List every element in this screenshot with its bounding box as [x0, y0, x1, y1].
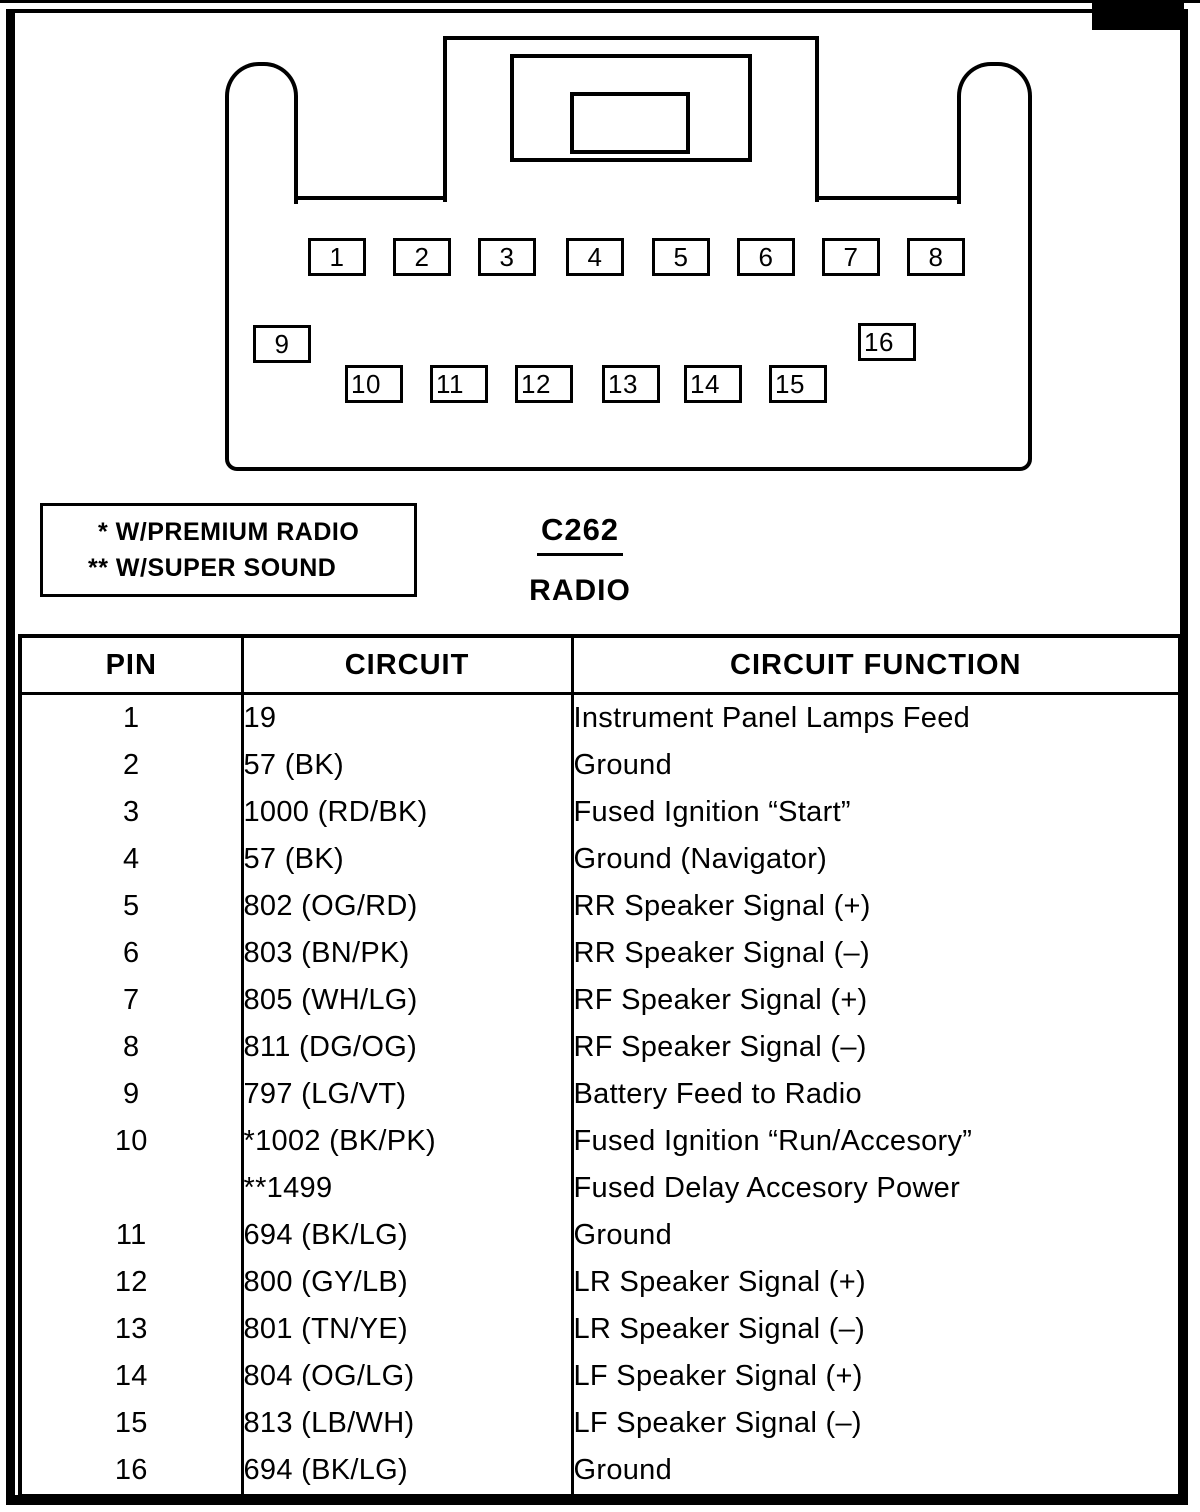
pin-box-7: 7: [822, 238, 880, 276]
pin-box-3: 3: [478, 238, 536, 276]
connector-id-text: C262: [537, 512, 623, 556]
circuit-cell: 802 (OG/RD): [242, 883, 572, 930]
pin-cell: 12: [114, 1266, 148, 1298]
pin-cell: 10: [114, 1125, 148, 1157]
circuit-cell: 811 (DG/OG): [242, 1024, 572, 1071]
pin-cell: 16: [114, 1454, 148, 1486]
pin-box-14: 14: [684, 365, 742, 403]
col-header-circuit-function: CIRCUIT FUNCTION: [572, 636, 1180, 694]
circuit-cell: 57 (BK): [242, 836, 572, 883]
pin-cell: 5: [123, 890, 140, 922]
pin-cell: 11: [115, 1219, 147, 1251]
circuit-function-cell: Battery Feed to Radio: [572, 1071, 1180, 1118]
circuit-function-cell: LR Speaker Signal (+): [572, 1259, 1180, 1306]
legend-premium-radio: * W/PREMIUM RADIO: [98, 517, 360, 546]
circuit-cell: 694 (BK/LG): [242, 1447, 572, 1496]
pin-box-9: 9: [253, 325, 311, 363]
legend-super-sound: ** W/SUPER SOUND: [88, 553, 337, 582]
circuit-cell: 803 (BN/PK): [242, 930, 572, 977]
pin-box-2: 2: [393, 238, 451, 276]
pin-cell: 8: [123, 1031, 140, 1063]
pin-box-11: 11: [430, 365, 488, 403]
pin-box-15: 15: [769, 365, 827, 403]
circuit-function-cell: Fused Ignition “Start”: [572, 789, 1180, 836]
circuit-cell: 1000 (RD/BK): [242, 789, 572, 836]
circuit-function-cell: Ground: [572, 742, 1180, 789]
circuit-function-cell: LF Speaker Signal (+): [572, 1353, 1180, 1400]
circuit-function-cell: Instrument Panel Lamps Feed: [572, 694, 1180, 743]
pin-cell: 15: [114, 1407, 148, 1439]
pin-cell: 1: [123, 702, 140, 734]
pin-cell: 6: [123, 937, 140, 969]
circuit-cell: 57 (BK): [242, 742, 572, 789]
pin-cell: 14: [114, 1360, 148, 1392]
pin-box-8: 8: [907, 238, 965, 276]
circuit-cell: 805 (WH/LG): [242, 977, 572, 1024]
circuit-cell: *1002 (BK/PK): [242, 1118, 572, 1165]
circuit-cell: 804 (OG/LG): [242, 1353, 572, 1400]
pin-box-12: 12: [515, 365, 573, 403]
pin-box-10: 10: [345, 365, 403, 403]
circuit-cell: 813 (LB/WH): [242, 1400, 572, 1447]
col-header-circuit: CIRCUIT: [242, 636, 572, 694]
circuit-function-cell: RF Speaker Signal (–): [572, 1024, 1180, 1071]
circuit-function-cell: Ground (Navigator): [572, 836, 1180, 883]
pin-box-13: 13: [602, 365, 660, 403]
circuit-function-cell: RR Speaker Signal (–): [572, 930, 1180, 977]
pin-box-1: 1: [308, 238, 366, 276]
connector-name-label: RADIO: [529, 574, 631, 607]
circuit-cell: **1499: [242, 1165, 572, 1212]
pin-cell: 2: [123, 749, 140, 781]
circuit-cell: 694 (BK/LG): [242, 1212, 572, 1259]
circuit-function-cell: Fused Ignition “Run/Accesory”: [572, 1118, 1180, 1165]
pin-cell: 13: [114, 1313, 148, 1345]
pin-box-16: 16: [858, 323, 916, 361]
circuit-function-cell: Ground: [572, 1447, 1180, 1496]
pin-cell: 4: [123, 843, 140, 875]
circuit-function-cell: Ground: [572, 1212, 1180, 1259]
circuit-function-cell: RF Speaker Signal (+): [572, 977, 1180, 1024]
circuit-cell: 801 (TN/YE): [242, 1306, 572, 1353]
circuit-function-cell: Fused Delay Accesory Power: [572, 1165, 1180, 1212]
pin-box-5: 5: [652, 238, 710, 276]
col-header-pin: PIN: [20, 636, 242, 694]
circuit-function-cell: RR Speaker Signal (+): [572, 883, 1180, 930]
circuit-cell: 19: [242, 694, 572, 743]
pin-cell: 3: [123, 796, 140, 828]
pin-box-4: 4: [566, 238, 624, 276]
circuit-cell: 797 (LG/VT): [242, 1071, 572, 1118]
circuit-function-cell: LR Speaker Signal (–): [572, 1306, 1180, 1353]
circuit-function-cell: LF Speaker Signal (–): [572, 1400, 1180, 1447]
pin-cell: 9: [123, 1078, 140, 1110]
circuit-cell: 800 (GY/LB): [242, 1259, 572, 1306]
pin-box-6: 6: [737, 238, 795, 276]
pin-cell: 7: [123, 984, 140, 1016]
